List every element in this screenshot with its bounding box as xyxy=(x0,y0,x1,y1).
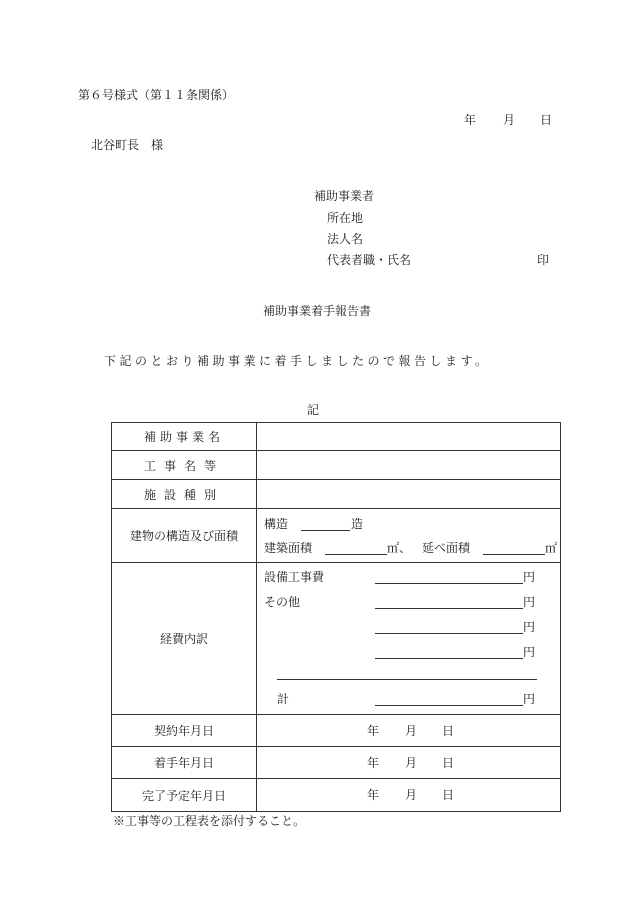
contract-date-value[interactable] xyxy=(257,715,561,747)
row-expenses xyxy=(112,563,561,715)
extra-cost-field-1[interactable] xyxy=(375,620,523,634)
start-date-value[interactable] xyxy=(257,747,561,779)
expenses-label: 経費内訳 xyxy=(159,632,208,646)
row-project-name xyxy=(112,423,561,451)
date-year-label: 年 xyxy=(464,113,477,127)
area-label: 建築面積 xyxy=(264,541,313,555)
facility-type-value[interactable] xyxy=(257,480,561,509)
completion-date-label: 完了予定年月日 xyxy=(141,788,226,803)
other-cost-yen: 円 xyxy=(523,595,536,609)
seal-mark: 印 xyxy=(537,253,550,267)
equipment-cost-label: 設備工事費 xyxy=(264,570,325,584)
row-facility-type xyxy=(112,480,561,509)
completion-year: 年 xyxy=(367,788,380,802)
floor-area-unit: ㎡ xyxy=(545,541,558,555)
attachment-note: ※工事等の工程表を添付すること。 xyxy=(113,814,306,828)
subtotal-divider xyxy=(277,666,537,680)
completion-day: 日 xyxy=(442,788,455,802)
equipment-cost-yen: 円 xyxy=(523,570,536,584)
contract-day: 日 xyxy=(442,724,455,738)
building-value xyxy=(257,509,561,563)
total-label: 計 xyxy=(277,692,290,706)
extra-cost-yen-2: 円 xyxy=(523,645,536,659)
expenses-value xyxy=(257,563,561,715)
contract-year: 年 xyxy=(367,724,380,738)
work-name-value[interactable] xyxy=(257,451,561,480)
structure-field[interactable] xyxy=(301,517,350,531)
address-label: 所在地 xyxy=(327,211,364,225)
facility-type-label: 施設種別 xyxy=(143,487,224,502)
form-number: 第６号様式（第１１条関係） xyxy=(78,88,235,102)
total-field[interactable] xyxy=(375,692,523,706)
start-date-label: 着手年月日 xyxy=(153,756,214,770)
structure-label: 構造 xyxy=(264,517,289,531)
project-name-label: 補助事業名 xyxy=(143,430,224,444)
report-table xyxy=(111,422,561,812)
start-year: 年 xyxy=(367,756,380,770)
area-field[interactable] xyxy=(325,541,387,555)
addressee: 北谷町長 様 xyxy=(91,138,164,152)
date-month-label: 月 xyxy=(503,113,516,127)
work-name-label: 工事名等 xyxy=(143,458,224,473)
contract-month: 月 xyxy=(405,724,418,738)
applicant-heading: 補助事業者 xyxy=(314,189,375,203)
corp-name-label: 法人名 xyxy=(327,232,364,246)
extra-cost-yen-1: 円 xyxy=(523,620,536,634)
row-start-date xyxy=(112,747,561,779)
row-contract-date xyxy=(112,715,561,747)
floor-area-label: 延べ面積 xyxy=(422,541,471,555)
row-building xyxy=(112,509,561,563)
body-text: 下記のとおり補助事業に着手しましたので報告します。 xyxy=(104,354,491,368)
area-unit: ㎡、 xyxy=(387,541,412,555)
equipment-cost-field[interactable] xyxy=(375,570,523,584)
project-name-value[interactable] xyxy=(257,423,561,451)
floor-area-field[interactable] xyxy=(483,541,545,555)
ki-label: 記 xyxy=(307,403,320,417)
document-title: 補助事業着手報告書 xyxy=(263,304,372,318)
total-yen: 円 xyxy=(523,692,536,706)
start-month: 月 xyxy=(405,756,418,770)
representative-label: 代表者職・氏名 xyxy=(327,253,412,267)
structure-suffix: 造 xyxy=(351,517,364,531)
row-completion-date xyxy=(112,779,561,812)
other-cost-label: その他 xyxy=(264,595,301,609)
date-day-label: 日 xyxy=(540,113,553,127)
start-day: 日 xyxy=(442,756,455,770)
extra-cost-field-2[interactable] xyxy=(375,645,523,659)
completion-date-value[interactable] xyxy=(257,779,561,812)
other-cost-field[interactable] xyxy=(375,595,523,609)
contract-date-label: 契約年月日 xyxy=(153,724,214,738)
row-work-name xyxy=(112,451,561,480)
building-label: 建物の構造及び面積 xyxy=(129,529,238,543)
completion-month: 月 xyxy=(405,788,418,802)
